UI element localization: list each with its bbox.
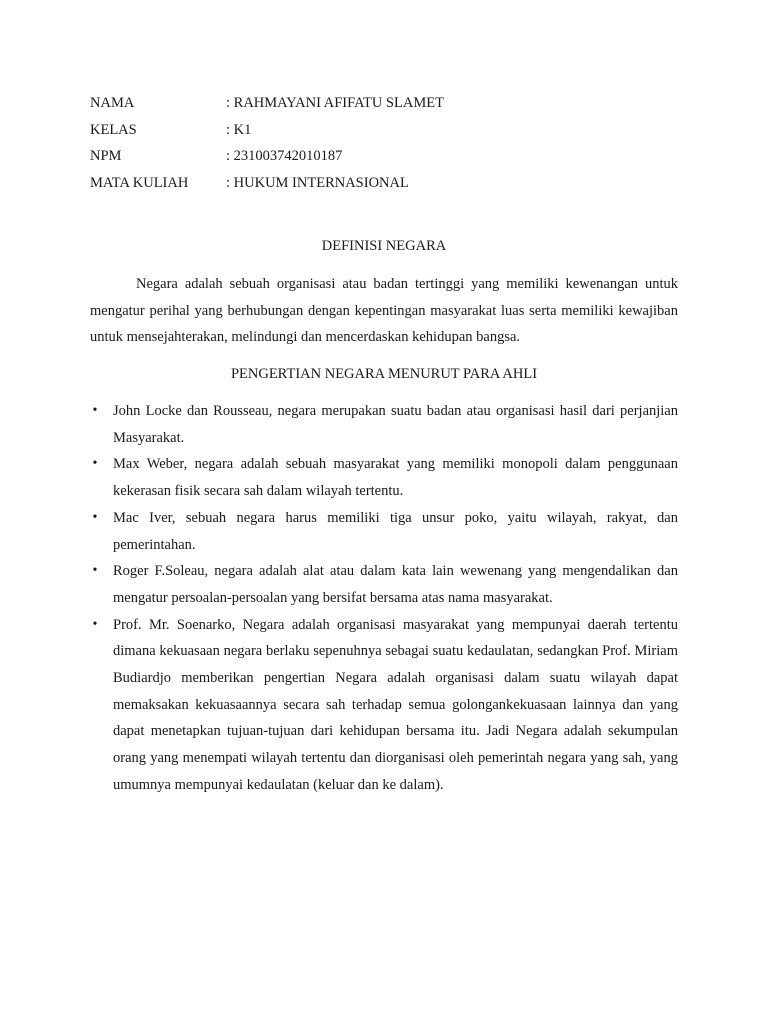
definisi-heading: DEFINISI NEGARA: [321, 238, 447, 254]
list-item-text: Max Weber, negara adalah sebuah masyarakat yang memiliki monopoli dalam penggunaan kekerasan fisik secara sah dalam wilayah tertentu.: [113, 456, 678, 500]
info-value: : HUKUM INTERNASIONAL: [226, 175, 409, 192]
info-label: NAMA: [90, 95, 135, 111]
list-item: [90, 505, 678, 558]
bullet-icon: •: [92, 616, 98, 632]
bullet-icon: •: [92, 456, 98, 472]
info-label: MATA KULIAH: [90, 175, 189, 192]
info-row-mata-kuliah: [90, 170, 680, 197]
definisi-paragraph: Negara adalah sebuah organisasi atau badan tertinggi yang memiliki kewenangan untuk mengatur perihal yang berhubungan dengan kepentingan masyarakat luas serta memiliki kewajiban untuk mensejahterakan, melindungi dan mencerdaskan kehidupan bangsa.: [90, 276, 678, 346]
info-label: KELAS: [90, 121, 137, 138]
list-item: [90, 451, 678, 504]
list-item: [90, 612, 678, 799]
bullet-icon: •: [92, 403, 98, 418]
list-item: [90, 558, 678, 611]
bullet-icon: •: [92, 563, 98, 579]
pengertian-heading: PENGERTIAN NEGARA MENURUT PARA AHLI: [230, 366, 538, 382]
list-item: [90, 398, 678, 451]
list-item-text: Prof. Mr. Soenarko, Negara adalah organisasi masyarakat yang mempunyai daerah tertentu dimana kekuasaan negara berlaku sepenuhnya sebagai suatu kedaulatan, sedangkan Prof. Miriam Budiardjo memberikan pengertian Negara adalah organisasi dalam suatu wilayah dapat memaksakan kekuasaannya secara sah terhadap semua golongankekuasaan lainnya dan yang dapat menetapkan tujuan-tujuan dari kehidupan bersama itu. Jadi Negara adalah sekumpulan orang yang menempati wilayah tertentu dan diorganisasi oleh pemerintah negara yang sah, yang umumnya mempunyai kedaulatan (keluar dan ke dalam).: [113, 616, 678, 793]
info-value: : RAHMAYANI AFIFATU SLAMET: [226, 95, 444, 111]
info-value: : 231003742010187: [226, 148, 343, 165]
info-row-npm: [90, 143, 680, 170]
info-row-kelas: [90, 117, 680, 144]
info-value: : K1: [226, 121, 252, 138]
expert-definitions-list: [90, 398, 678, 799]
info-label: NPM: [90, 148, 122, 165]
list-item-text: Roger F.Soleau, negara adalah alat atau dalam kata lain wewenang yang mengendalikan dan mengatur persoalan-persoalan yang bersifat bersama atas nama masyarakat.: [113, 563, 678, 606]
list-item-text: John Locke dan Rousseau, negara merupakan suatu badan atau organisasi hasil dari perjanjian Masyarakat.: [113, 403, 678, 446]
bullet-icon: •: [92, 509, 98, 525]
student-info-block: [90, 90, 680, 197]
info-row-nama: [90, 90, 680, 117]
list-item-text: Mac Iver, sebuah negara harus memiliki tiga unsur poko, yaitu wilayah, rakyat, dan pemerintahan.: [113, 509, 678, 553]
